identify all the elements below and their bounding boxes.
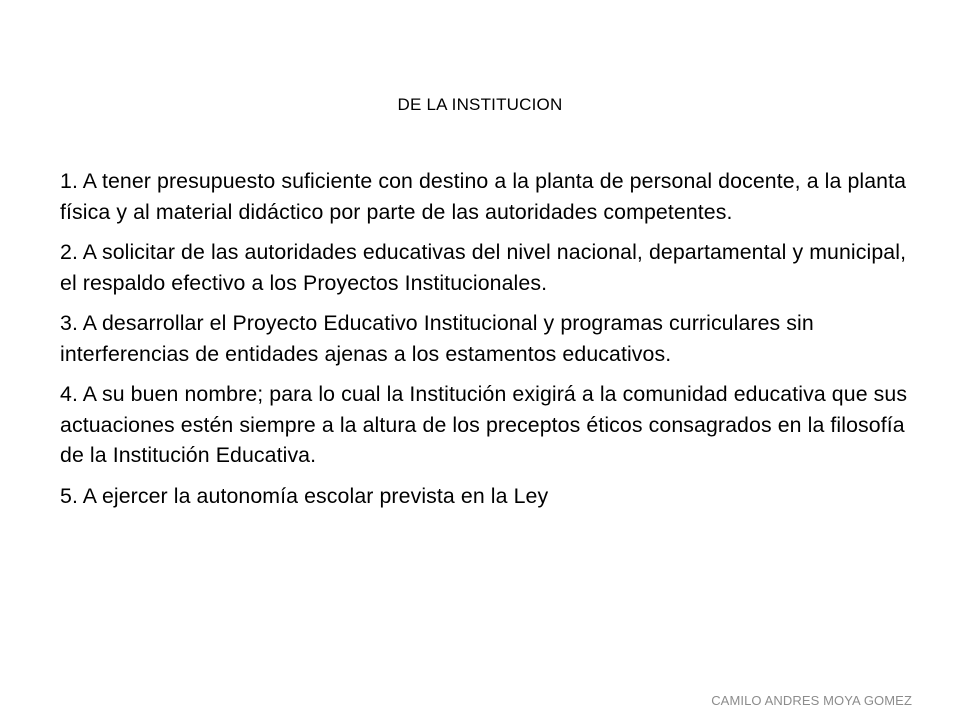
paragraph-4: 4. A su buen nombre; para lo cual la Institución exigirá a la comunidad educativa que sus actuaciones estén siempre a la altura de los preceptos éticos consagrados en la filosofía de la Institución Educativa. <box>60 382 908 467</box>
paragraph-3: 3. A desarrollar el Proyecto Educativo Institucional y programas curriculares sin interferencias de entidades ajenas a los estamentos educativos. <box>60 311 814 366</box>
paragraph-5: 5. A ejercer la autonomía escolar prevista en la Ley <box>60 483 549 508</box>
footer-author: CAMILO ANDRES MOYA GOMEZ <box>711 693 912 708</box>
paragraph-1: 1. A tener presupuesto suficiente con destino a la planta de personal docente, a la planta física y al material didáctico por parte de las autoridades competentes. <box>60 169 907 224</box>
slide-body <box>60 166 920 511</box>
slide-title: DE LA INSTITUCION <box>397 95 563 114</box>
paragraph-2: 2. A solicitar de las autoridades educativas del nivel nacional, departamental y municipal, el respaldo efectivo a los Proyectos Institucionales. <box>60 240 907 295</box>
